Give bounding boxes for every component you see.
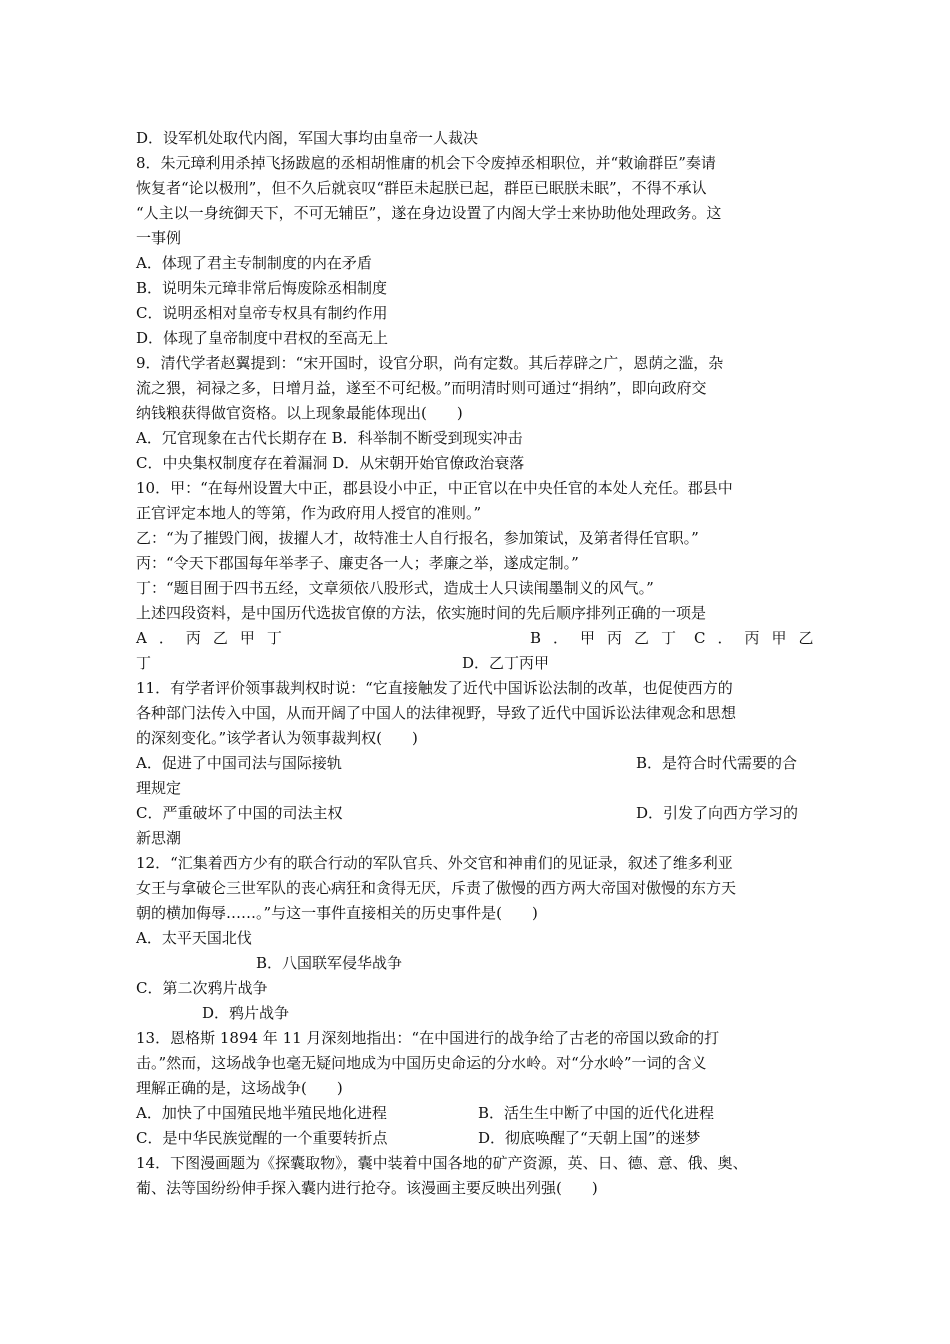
q10-line: 丁：“题目囿于四书五经，文章须依八股形式，造成士人只读闱墨制义的风气。”: [136, 579, 654, 597]
q9-options-cd: C．中央集权制度存在着漏洞 D．从宋朝开始官僚政治衰落: [136, 454, 525, 472]
q12-option-d: D．鸦片战争: [202, 1004, 290, 1022]
q8-stem-line: 一事例: [136, 229, 182, 247]
q12-stem-line: 女王与拿破仑三世军队的丧心病狂和贪得无厌，斥责了傲慢的西方两大帝国对傲慢的东方天: [136, 879, 737, 897]
q10-line: 10．甲：“在每州设置大中正，郡县设小中正，中正官以在中央任官的本处人充任。郡县中: [136, 479, 733, 497]
q11-stem-line: 的深刻变化。”该学者认为领事裁判权( ): [136, 729, 418, 747]
q7-option-d: D．设军机处取代内阁，军国大事均由皇帝一人裁决: [136, 129, 479, 147]
q13-stem-line: 击。”然而，这场战争也毫无疑问地成为中国历史命运的分水岭。对“分水岭”一词的含义: [136, 1054, 707, 1072]
exam-content: [136, 126, 826, 1201]
q8-stem-line: 8．朱元璋利用杀掉飞扬跋扈的丞相胡惟庸的机会下令废掉丞相职位，并“敕谕群臣”奏请: [136, 154, 716, 172]
q8-option-d: D．体现了皇帝制度中君权的至高无上: [136, 329, 389, 347]
q11-option-d: D．引发了向西方学习的: [636, 804, 799, 822]
q10-line: 正官评定本地人的等第，作为政府用人授官的准则。”: [136, 504, 482, 522]
q14-stem-line: 14．下图漫画题为《探囊取物》，囊中装着中国各地的矿产资源，英、日、德、意、俄、奥、: [136, 1154, 748, 1172]
q11-option-c: C．严重破坏了中国的司法主权: [136, 804, 343, 822]
q13-option-a: A．加快了中国殖民地半殖民地化进程: [136, 1104, 387, 1122]
q8-option-b: B．说明朱元璋非常后悔废除丞相制度: [136, 279, 388, 297]
q9-stem-line: 9．清代学者赵翼提到：“宋开国时，设官分职，尚有定数。其后荐辟之广，恩荫之滥，杂: [136, 354, 724, 372]
q12-option-a: A．太平天国北伐: [136, 929, 252, 947]
q8-option-c: C．说明丞相对皇帝专权具有制约作用: [136, 304, 388, 322]
q10-option-b: B．甲丙乙丁: [530, 629, 689, 647]
q10-option-c: C．丙甲乙: [694, 629, 826, 647]
q13-option-b: B．活生生中断了中国的近代化进程: [478, 1104, 715, 1122]
q11-options-cd: [136, 801, 826, 826]
q10-option-c-wrap: 丁: [136, 654, 152, 672]
q12-option-b-row: [136, 951, 826, 976]
q13-stem-line: 理解正确的是，这场战争( ): [136, 1079, 343, 1097]
q13-option-c: C．是中华民族觉醒的一个重要转折点: [136, 1129, 388, 1147]
q13-option-d: D．彻底唤醒了“天朝上国”的迷梦: [478, 1129, 701, 1147]
q13-options-ab: [136, 1101, 826, 1126]
q12-option-c: C．第二次鸦片战争: [136, 979, 268, 997]
q10-option-d: D．乙丁丙甲: [462, 654, 550, 672]
q9-options-ab: A．冗官现象在古代长期存在 B．科举制不断受到现实冲击: [136, 429, 523, 447]
q13-options-cd: [136, 1126, 826, 1151]
q10-line: 丙：“令天下郡国每年举孝子、廉吏各一人；孝廉之举，遂成定制。”: [136, 554, 579, 572]
q10-line: 上述四段资料，是中国历代选拔官僚的方法，依实施时间的先后顺序排列正确的一项是: [136, 604, 707, 622]
q9-stem-line: 流之猥，祠禄之多，日增月益，遂至不可纪极。”而明清时则可通过“捐纳”，即向政府交: [136, 379, 707, 397]
q8-stem-line: 恢复者“论以极刑”，但不久后就哀叹“群臣未起朕已起，群臣已眠朕未眠”，不得不承认: [136, 179, 707, 197]
q10-options-row: [136, 626, 826, 651]
q11-option-a: A．促进了中国司法与国际接轨: [136, 754, 342, 772]
q10-option-a: A．丙乙甲丁: [136, 629, 294, 647]
q12-stem-line: 朝的横加侮辱……。”与这一事件直接相关的历史事件是( ): [136, 904, 538, 922]
q11-stem-line: 11．有学者评价领事裁判权时说：“它直接触发了近代中国诉讼法制的改革，也促使西方的: [136, 679, 733, 697]
q10-line: 乙：“为了摧毁门阀，拔擢人才，故特准士人自行报名，参加策试，及第者得任官职。”: [136, 529, 699, 547]
q12-stem-line: 12．“汇集着西方少有的联合行动的军队官兵、外交官和神甫们的见证录，叙述了维多利亚: [136, 854, 733, 872]
q11-stem-line: 各种部门法传入中国，从而开阔了中国人的法律视野，导致了近代中国诉讼法律观念和思想: [136, 704, 737, 722]
q10-options-row-2: [136, 651, 826, 676]
q12-option-d-row: [136, 1001, 826, 1026]
q14-stem-line: 葡、法等国纷纷伸手探入囊内进行抢夺。该漫画主要反映出列强( ): [136, 1179, 598, 1197]
q11-options-ab: [136, 751, 826, 776]
q11-option-b: B．是符合时代需要的合: [636, 754, 798, 772]
q11-option-b-wrap: 理规定: [136, 779, 182, 797]
q8-stem-line: “人主以一身统御天下，不可无辅臣”，遂在身边设置了内阁大学士来协助他处理政务。这: [136, 204, 722, 222]
q12-option-b: B．八国联军侵华战争: [256, 954, 403, 972]
q11-option-d-wrap: 新思潮: [136, 829, 182, 847]
q9-stem-line: 纳钱粮获得做官资格。以上现象最能体现出( ): [136, 404, 463, 422]
q13-stem-line: 13．恩格斯 1894 年 11 月深刻地指出：“在中国进行的战争给了古老的帝国以致命的打: [136, 1029, 720, 1047]
q8-option-a: A．体现了君主专制制度的内在矛盾: [136, 254, 372, 272]
